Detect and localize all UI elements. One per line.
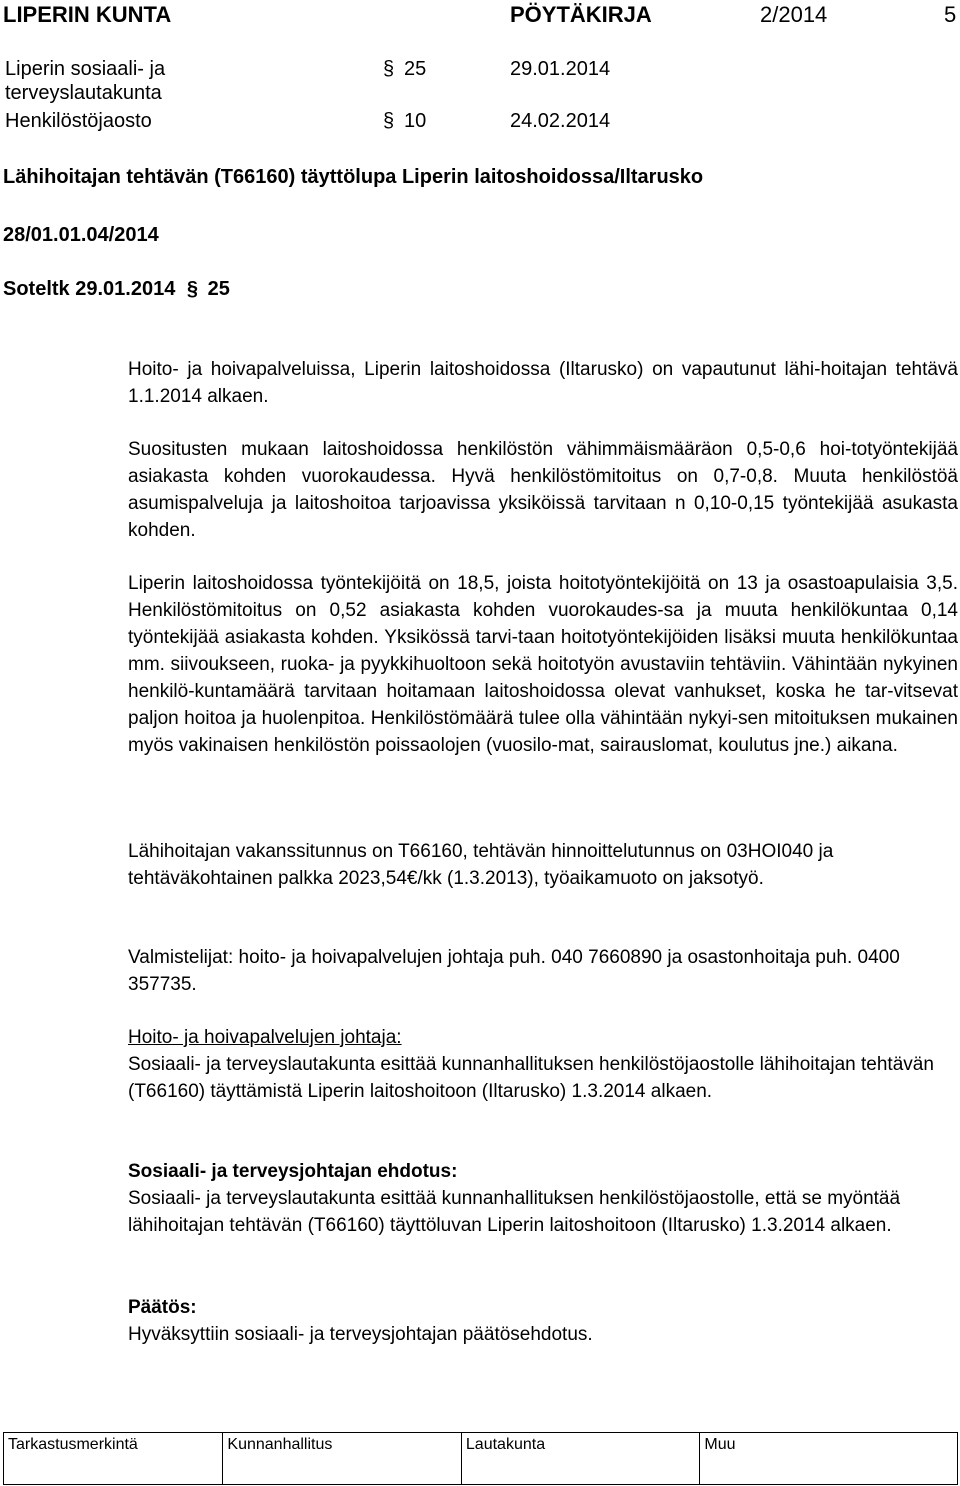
document-number: 2/2014 bbox=[760, 2, 828, 27]
body-name-cont: terveyslautakunta bbox=[5, 82, 162, 104]
paragraph-text: Valmistelijat: hoito- ja hoivapalvelujen johtaja puh. 040 7660890 ja osastonhoitaja puh. 0400 357735. bbox=[128, 947, 900, 995]
section-sign: § bbox=[186, 278, 199, 300]
proposal-section bbox=[128, 1024, 958, 1105]
body-name: Liperin sosiaali- ja bbox=[5, 58, 166, 80]
table-cell: Kunnanhallitus bbox=[223, 1433, 462, 1485]
section-heading: Päätös: bbox=[128, 1297, 197, 1318]
sub-reference bbox=[3, 278, 230, 301]
document-type: PÖYTÄKIRJA bbox=[510, 2, 652, 27]
section-heading: Sosiaali- ja terveysjohtajan ehdotus: bbox=[128, 1161, 458, 1182]
section-heading: Hoito- ja hoivapalvelujen johtaja: bbox=[128, 1027, 402, 1048]
section-sign: § bbox=[383, 58, 395, 80]
section-number: 25 bbox=[207, 278, 230, 300]
paragraph bbox=[128, 838, 958, 892]
sub-reference-label: Soteltk 29.01.2014 bbox=[3, 278, 176, 300]
paragraph bbox=[128, 570, 958, 759]
paragraph bbox=[128, 356, 958, 410]
section-sign: § bbox=[383, 110, 395, 132]
paragraph-text: Hyväksyttiin sosiaali- ja terveysjohtajan päätösehdotus. bbox=[128, 1324, 593, 1345]
paragraph-text: Hoito- ja hoivapalveluissa, Liperin laitoshoidossa (Iltarusko) on vapautunut lähi-hoitajan tehtävä 1.1.2014 alkaen. bbox=[128, 359, 958, 407]
paragraph bbox=[128, 944, 958, 998]
table-row bbox=[4, 1433, 958, 1485]
table-cell: Muu bbox=[700, 1433, 958, 1485]
paragraph-text: Lähihoitajan vakanssitunnus on T66160, tehtävän hinnoittelutunnus on 03HOI040 ja tehtäväkohtainen palkka 2023,54€/kk (1.3.2013), työaikamuoto on jaksotyö. bbox=[128, 841, 834, 889]
meeting-date: 24.02.2014 bbox=[510, 110, 611, 132]
table-cell: Lautakunta bbox=[461, 1433, 700, 1485]
proposal-section bbox=[128, 1158, 958, 1239]
review-table bbox=[3, 1432, 958, 1485]
paragraph-text: Suositusten mukaan laitoshoidossa henkilöstön vähimmäismääräon 0,5-0,6 hoi-totyöntekijää asiakasta kohden vuorokaudessa. Hyvä henkilöstömitoitus on 0,7-0,8. Muuta henkilöstöä asumispalveluja ja laitoshoitoa tarjoavissa yksiköissä tarvitaan n 0,10-0,15 työntekijää asukasta kohden. bbox=[128, 439, 958, 541]
section-number: 10 bbox=[404, 110, 427, 132]
municipality-name: LIPERIN KUNTA bbox=[3, 2, 172, 27]
paragraph-text: Liperin laitoshoidossa työntekijöitä on 18,5, joista hoitotyöntekijöitä on 13 ja osastoapulaisia 3,5. Henkilöstömitoitus on 0,52 asiakasta kohden vuorokaudes-sa ja muuta henkilökuntaa 0,14 työntekijää asiakasta kohden. Yksikössä tarvi-taan hoitotyöntekijöiden lisäksi muuta henkilökuntaa mm. siivoukseen, ruoka- ja pyykkihuoltoon sekä hoitotyön avustaviin tehtäviin. Vähintään nykyinen henkilö-kuntamäärä tarvitaan hoitamaan laitoshoidossa olevat vanhukset, koska he tar-vitsevat paljon hoitoa ja huolenpitoa. Henkilöstömäärä tulee olla vähintään nykyi-sen mitoituksen mukainen myös vakinaisen henkilöstön poissaolojen (vuosilo-mat, sairauslomat, koulutus jne.) aikana. bbox=[128, 573, 958, 756]
paragraph bbox=[128, 436, 958, 544]
table-cell: Tarkastusmerkintä bbox=[4, 1433, 223, 1485]
paragraph-text: Sosiaali- ja terveyslautakunta esittää kunnanhallituksen henkilöstöjaostolle, että se myöntää lähihoitajan tehtävän (T66160) täyttöluvan Liperin laitoshoitoon (Iltarusko) 1.3.2014 alkaen. bbox=[128, 1188, 901, 1236]
decision-section bbox=[128, 1294, 958, 1348]
meeting-date: 29.01.2014 bbox=[510, 58, 611, 80]
body-name: Henkilöstöjaosto bbox=[5, 110, 152, 132]
case-title: Lähihoitajan tehtävän (T66160) täyttölupa Liperin laitoshoidossa/Iltarusko bbox=[3, 166, 704, 188]
section-number: 25 bbox=[404, 58, 427, 80]
page-number: 5 bbox=[944, 2, 957, 27]
paragraph-text: Sosiaali- ja terveyslautakunta esittää kunnanhallituksen henkilöstöjaostolle lähihoitajan tehtävän (T66160) täyttämistä Liperin laitoshoitoon (Iltarusko) 1.3.2014 alkaen. bbox=[128, 1054, 934, 1102]
case-number: 28/01.01.04/2014 bbox=[3, 224, 159, 246]
